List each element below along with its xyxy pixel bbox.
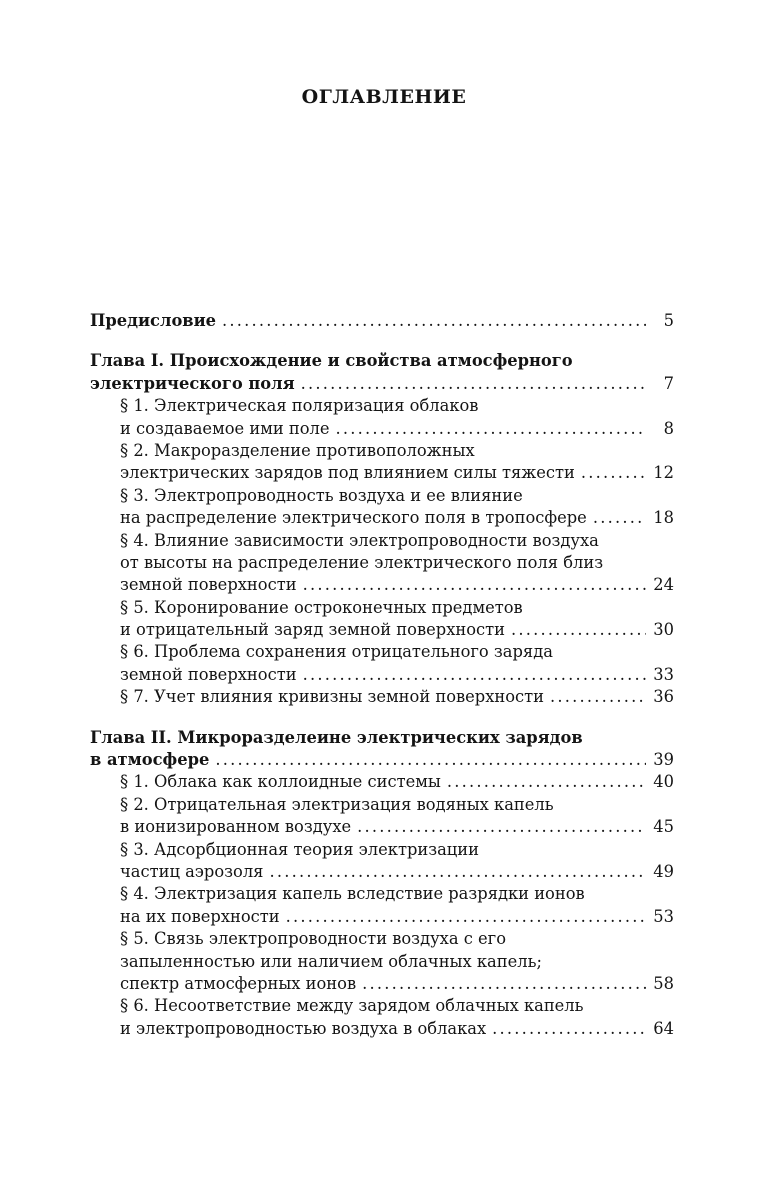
toc-entry-text: § 3. Адсорбционная теория электризации bbox=[120, 839, 479, 859]
toc-section-heading bbox=[90, 440, 674, 462]
page-title: ОГЛАВЛЕНИЕ bbox=[301, 86, 467, 108]
toc-entry-text: спектр атмосферных ионов bbox=[120, 973, 357, 993]
dot-leader bbox=[593, 507, 646, 529]
toc-entry-text: § 4. Влияние зависимости электропроводности воздуха bbox=[120, 530, 599, 550]
toc-entry-text: запыленностью или наличием облачных капель; bbox=[120, 951, 542, 971]
dot-leader bbox=[581, 462, 646, 484]
toc-page-number: 53 bbox=[653, 906, 674, 926]
toc-page-number: 64 bbox=[653, 1018, 674, 1038]
toc-entry-text: земной поверхности bbox=[120, 664, 297, 684]
toc-entry-text: Глава II. Микроразделеине электрических зарядов bbox=[90, 727, 583, 747]
dot-leader bbox=[357, 816, 646, 838]
toc-entry-text: § 5. Коронирование остроконечных предметов bbox=[120, 597, 523, 617]
toc-section-entry[interactable] bbox=[90, 418, 674, 440]
toc-section-heading bbox=[90, 597, 674, 619]
dot-leader bbox=[336, 418, 646, 440]
dot-leader bbox=[269, 861, 646, 883]
toc-entry-text: и отрицательный заряд земной поверхности bbox=[120, 620, 506, 640]
toc-page-number: 18 bbox=[653, 508, 674, 528]
toc-section-heading bbox=[90, 883, 674, 905]
toc-page-number: 8 bbox=[663, 418, 674, 438]
toc-entry-text: в ионизированном воздухе bbox=[120, 817, 352, 837]
toc-entry-text: на распределение электрического поля в тропосфере bbox=[120, 508, 587, 528]
toc-section-entry[interactable] bbox=[90, 462, 674, 484]
toc-section-heading bbox=[90, 794, 674, 816]
toc-entry-text: § 4. Электризация капель вследствие разрядки ионов bbox=[120, 884, 585, 904]
toc-section-entry[interactable] bbox=[90, 574, 674, 596]
toc-section-heading bbox=[90, 928, 674, 950]
toc-entry-text: § 5. Связь электропроводности воздуха с его bbox=[120, 929, 506, 949]
toc-section-continuation bbox=[90, 552, 674, 574]
toc-section-heading bbox=[90, 395, 674, 417]
toc-section-entry[interactable] bbox=[90, 973, 674, 995]
toc-section-entry[interactable] bbox=[90, 507, 674, 529]
table-of-contents bbox=[90, 310, 674, 1040]
dot-leader bbox=[286, 906, 646, 928]
dot-leader bbox=[215, 749, 646, 771]
toc-entry-text: электрических зарядов под влиянием силы тяжести bbox=[120, 463, 575, 483]
dot-leader bbox=[222, 310, 646, 332]
dot-leader bbox=[447, 771, 646, 793]
toc-entry-text: § 2. Отрицательная электризация водяных капель bbox=[120, 794, 554, 814]
toc-entry-text: Предисловие bbox=[90, 311, 217, 330]
toc-entry-text: и электропроводностью воздуха в облаках bbox=[120, 1018, 487, 1038]
toc-chapter-heading bbox=[90, 350, 674, 372]
toc-page-number: 5 bbox=[663, 311, 674, 330]
toc-page-number: 7 bbox=[663, 373, 674, 393]
toc-section-entry[interactable] bbox=[90, 816, 674, 838]
toc-entry-text: § 6. Несоответствие между зарядом облачных капель bbox=[120, 996, 584, 1016]
toc-page-number: 40 bbox=[653, 772, 674, 792]
toc-entry-text: § 1. Облака как коллоидные системы bbox=[120, 772, 441, 792]
toc-entry-text: электрического поля bbox=[90, 373, 295, 393]
dot-leader bbox=[303, 574, 646, 596]
toc-section-entry[interactable] bbox=[90, 686, 674, 708]
toc-section-heading bbox=[90, 641, 674, 663]
dot-leader bbox=[492, 1018, 646, 1040]
toc-entry-text: земной поверхности bbox=[120, 575, 297, 595]
toc-entry-text: § 3. Электропроводность воздуха и ее влияние bbox=[120, 485, 523, 505]
toc-entry-text: Глава I. Происхождение и свойства атмосферного bbox=[90, 351, 573, 371]
dot-leader bbox=[362, 973, 646, 995]
toc-section-heading bbox=[90, 995, 674, 1017]
toc-entry-text: § 6. Проблема сохранения отрицательного заряда bbox=[120, 642, 553, 662]
dot-leader bbox=[550, 686, 646, 708]
toc-entry-text: § 2. Макроразделение противоположных bbox=[120, 440, 475, 460]
toc-page-number: 33 bbox=[653, 664, 674, 684]
toc-section-continuation bbox=[90, 951, 674, 973]
toc-entry-text: от высоты на распределение электрического поля близ bbox=[120, 552, 604, 572]
toc-entry-preface[interactable] bbox=[90, 310, 674, 332]
toc-section-heading bbox=[90, 530, 674, 552]
dot-leader bbox=[303, 664, 646, 686]
toc-entry-text: частиц аэрозоля bbox=[120, 861, 264, 881]
toc-section-entry[interactable] bbox=[90, 619, 674, 641]
toc-section-entry[interactable] bbox=[90, 1018, 674, 1040]
toc-page-number: 30 bbox=[653, 620, 674, 640]
toc-chapter-entry[interactable] bbox=[90, 749, 674, 771]
toc-page-number: 49 bbox=[653, 861, 674, 881]
dot-leader bbox=[301, 373, 646, 395]
toc-chapter-heading bbox=[90, 727, 674, 749]
toc-page-number: 45 bbox=[653, 817, 674, 837]
toc-section-entry[interactable] bbox=[90, 906, 674, 928]
toc-entry-text: § 7. Учет влияния кривизны земной поверхности bbox=[120, 687, 545, 707]
dot-leader bbox=[511, 619, 646, 641]
toc-page-number: 36 bbox=[653, 687, 674, 707]
toc-section-heading bbox=[90, 485, 674, 507]
toc-entry-text: в атмосфере bbox=[90, 750, 210, 770]
toc-section-heading bbox=[90, 839, 674, 861]
toc-section-entry[interactable] bbox=[90, 771, 674, 793]
toc-entry-text: § 1. Электрическая поляризация облаков bbox=[120, 396, 479, 416]
toc-page-number: 24 bbox=[653, 575, 674, 595]
toc-page-number: 39 bbox=[653, 750, 674, 770]
toc-page-number: 12 bbox=[653, 463, 674, 483]
toc-chapter-entry[interactable] bbox=[90, 373, 674, 395]
toc-section-entry[interactable] bbox=[90, 861, 674, 883]
toc-entry-text: и создаваемое ими поле bbox=[120, 418, 330, 438]
toc-section-entry[interactable] bbox=[90, 664, 674, 686]
toc-page-number: 58 bbox=[653, 973, 674, 993]
toc-entry-text: на их поверхности bbox=[120, 906, 280, 926]
